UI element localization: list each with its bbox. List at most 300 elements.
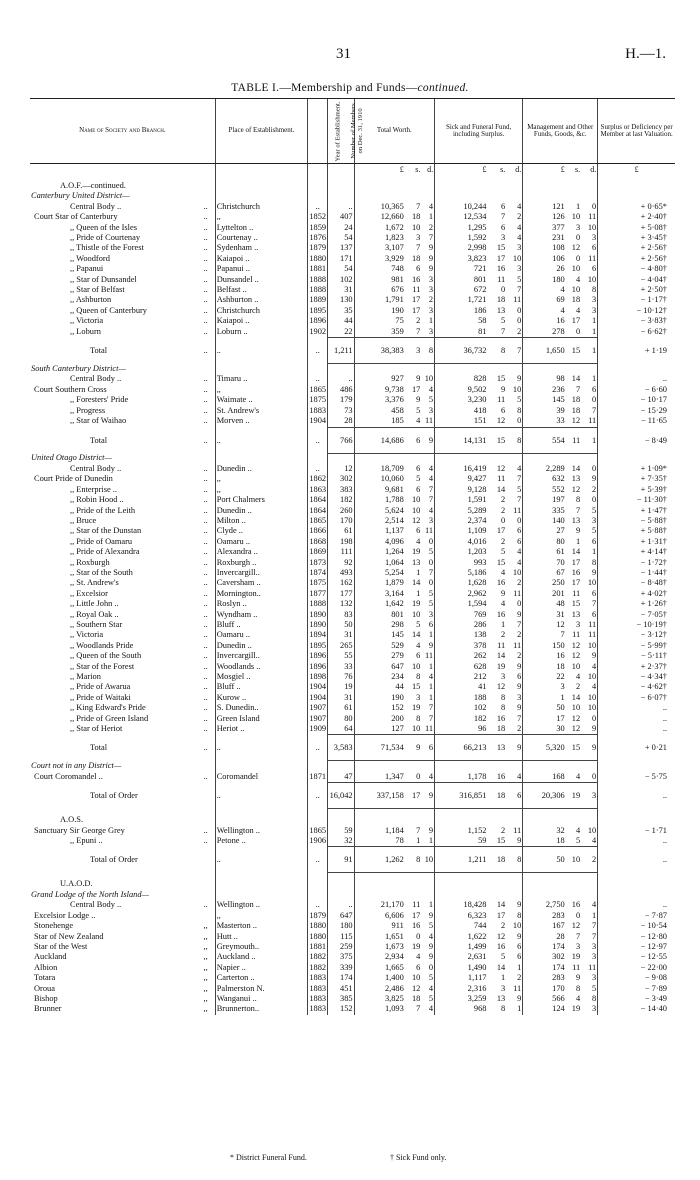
surplus-per-member: ..: [598, 724, 675, 735]
branch-name: Central Body .. ..: [70, 374, 208, 384]
mgmt-fund-pence: 3: [592, 941, 597, 951]
total-worth-shillings: 11: [412, 285, 421, 295]
total-worth-shillings: 6: [416, 651, 421, 661]
branch-row: [30, 233, 675, 243]
district-heading-row: [30, 364, 675, 375]
total-worth-pounds: 337,158: [354, 783, 405, 809]
branch-members: 22: [328, 327, 354, 338]
surplus-per-member: + 0·21: [598, 735, 675, 761]
sick-fund-pence: 8: [506, 427, 523, 453]
branch-row: [30, 703, 675, 713]
branch-members: 80: [328, 714, 354, 724]
sick-fund-pounds: 2,631: [435, 952, 488, 962]
mgmt-fund-shillings: 4: [575, 993, 581, 1003]
surplus-per-member: + 3·45†: [598, 233, 675, 243]
total-worth-pence: 0: [428, 578, 434, 588]
mgmt-fund-shillings: 0: [575, 326, 581, 336]
total-worth-shillings: 4: [416, 416, 421, 426]
total-worth-pounds: 1,262: [354, 847, 405, 873]
branch-name: ,, Enterprise .. ..: [70, 484, 208, 494]
sick-fund-shillings: 15: [496, 374, 506, 384]
sick-fund-pence: 10: [512, 384, 522, 394]
branch-row: [30, 485, 675, 495]
total-worth-shillings: 17: [405, 783, 422, 809]
sick-fund-pence: 6: [517, 672, 522, 682]
mgmt-fund-pence: 6: [592, 588, 597, 598]
sick-fund-pounds: 968: [435, 1004, 488, 1014]
total-worth-pence: 9: [428, 243, 434, 253]
mgmt-fund-shillings: 15: [566, 338, 581, 364]
total-worth-pounds: 1,673: [354, 942, 405, 952]
branch-place: Carterton ..: [215, 973, 308, 983]
surplus-per-member: − 5·75: [598, 772, 675, 783]
sick-fund-pounds: 1,594: [435, 599, 488, 609]
sick-fund-pounds: 286: [435, 620, 488, 630]
sick-fund-pence: 11: [513, 588, 522, 598]
total-worth-pounds: 1,137: [354, 526, 405, 536]
total-worth-shillings: 12: [411, 515, 421, 525]
total-worth-pounds: 75: [354, 316, 405, 326]
branch-members: 55: [328, 651, 354, 661]
branch-place: Waimate ..: [215, 395, 308, 405]
mgmt-fund-pounds: 566: [523, 994, 566, 1004]
branch-name: ,, Star of the South ..: [70, 567, 208, 577]
sick-fund-pounds: 10,244: [435, 202, 488, 212]
total-worth-pence: 9: [428, 253, 434, 263]
branch-place: Dunedin ..: [215, 506, 308, 516]
sick-fund-pence: 8: [506, 847, 523, 873]
sick-fund-pounds: 1,109: [435, 526, 488, 536]
mgmt-fund-pence: 10: [587, 640, 597, 650]
sick-fund-pence: 5: [517, 274, 522, 284]
surplus-per-member: + 0·65*: [598, 202, 675, 212]
total-worth-pounds: 981: [354, 275, 405, 285]
mgmt-fund-pence: 7: [592, 599, 597, 609]
branch-members: 64: [328, 724, 354, 735]
branch-place: Papanui ..: [215, 264, 308, 274]
branch-row: [30, 693, 675, 703]
col-header-year: Year of Establishment.: [308, 99, 328, 164]
mgmt-fund-pounds: 70: [523, 558, 566, 568]
surplus-per-member: − 9·08: [598, 973, 675, 983]
sick-fund-pounds: 5,289: [435, 506, 488, 516]
total-worth-pounds: 1,064: [354, 558, 405, 568]
sick-fund-pounds: 1,592: [435, 233, 488, 243]
surplus-per-member: − 6·07†: [598, 693, 675, 703]
mgmt-fund-pounds: 80: [523, 537, 566, 547]
branch-members: ..: [328, 900, 354, 910]
total-worth-shillings: 11: [412, 900, 421, 910]
total-worth-pence: 0: [428, 962, 434, 972]
mgmt-fund-pounds: 552: [523, 485, 566, 495]
branch-row: [30, 474, 675, 484]
mgmt-fund-pounds: 12: [523, 620, 566, 630]
mgmt-fund-shillings: 19: [571, 952, 581, 962]
branch-row: [30, 558, 675, 568]
branch-place: Brunnerton..: [215, 1004, 308, 1014]
sick-fund-pounds: 16,419: [435, 464, 488, 474]
total-worth-pence: 7: [428, 703, 434, 713]
total-worth-pence: 1: [428, 692, 434, 702]
district-name: United Otago District—: [31, 453, 112, 463]
sick-fund-shillings: 1: [501, 973, 506, 983]
branch-members: 1,211: [328, 338, 354, 364]
total-worth-pence: 3: [428, 274, 434, 284]
branch-place: Woodlands ..: [215, 662, 308, 672]
sick-fund-pounds: 1,499: [435, 942, 488, 952]
total-worth-shillings: 1: [416, 567, 421, 577]
total-worth-pounds: 529: [354, 641, 405, 651]
surplus-per-member: − 6·62†: [598, 327, 675, 338]
total-worth-pounds: 3,376: [354, 395, 405, 405]
branch-members: 180: [328, 921, 354, 931]
sick-fund-pounds: 58: [435, 316, 488, 326]
sick-fund-pounds: 1,152: [435, 826, 488, 836]
sick-fund-pence: 1: [517, 962, 522, 972]
surplus-per-member: − 12·55: [598, 952, 675, 962]
mgmt-fund-shillings: 0: [575, 253, 581, 263]
mgmt-fund-pence: 11: [588, 630, 597, 640]
total-worth-pence: 9: [428, 941, 434, 951]
surplus-per-member: + 4·02†: [598, 589, 675, 599]
sick-fund-pounds: 2,998: [435, 243, 488, 253]
sick-fund-pounds: 1,622: [435, 932, 488, 942]
sick-fund-pounds: 41: [435, 682, 488, 692]
mgmt-fund-pounds: 168: [523, 772, 566, 783]
branch-members: 54: [328, 233, 354, 243]
sick-fund-pence: 9: [517, 836, 522, 846]
sick-fund-shillings: 6: [501, 222, 506, 232]
col-header-sick-fund: Sick and Funeral Fund, including Surplus.: [435, 99, 523, 164]
mgmt-fund-pounds: 377: [523, 223, 566, 233]
branch-members: 3,583: [328, 735, 354, 761]
mgmt-fund-shillings: 5: [575, 836, 581, 846]
district-heading-row: [30, 761, 675, 772]
sick-fund-pounds: 1,628: [435, 578, 488, 588]
branch-year: 1902: [309, 326, 327, 336]
branch-year: 1869: [309, 547, 327, 557]
branch-year: 1880: [309, 253, 327, 263]
total-worth-pounds: 38,383: [354, 338, 405, 364]
branch-name: Albion ,,: [34, 962, 208, 972]
total-worth-pounds: 676: [354, 285, 405, 295]
mgmt-fund-shillings: 10: [571, 212, 581, 222]
branch-row: [30, 578, 675, 588]
branch-members: 152: [328, 1004, 354, 1014]
branch-name: Total of Order: [90, 791, 138, 801]
total-worth-pounds: 3,825: [354, 994, 405, 1004]
surplus-per-member: ..: [598, 836, 675, 847]
mgmt-fund-pounds: 201: [523, 589, 566, 599]
branch-members: 339: [328, 963, 354, 973]
branch-row: [30, 963, 675, 973]
sick-fund-pence: 7: [517, 713, 522, 723]
branch-members: 259: [328, 942, 354, 952]
branch-members: 493: [328, 568, 354, 578]
branch-name: ,, Ashburton ..: [70, 295, 208, 305]
total-worth-pence: 4: [428, 474, 434, 484]
branch-place: Courtenay ..: [215, 233, 308, 243]
branch-year: 1880: [309, 931, 327, 941]
mgmt-fund-shillings: 14: [571, 547, 581, 557]
mgmt-fund-shillings: 10: [571, 703, 581, 713]
branch-name: Central Body .. ..: [70, 463, 208, 473]
total-worth-shillings: 4: [416, 536, 421, 546]
mgmt-fund-pounds: 108: [523, 243, 566, 253]
branch-place: Wyndham ..: [215, 610, 308, 620]
mgmt-fund-pence: 6: [592, 536, 597, 546]
sick-fund-pence: 9: [517, 682, 522, 692]
total-worth-shillings: 18: [411, 993, 421, 1003]
total-worth-pence: 1: [428, 900, 434, 910]
total-worth-pounds: 1,264: [354, 547, 405, 557]
branch-row: [30, 495, 675, 505]
branch-row: [30, 526, 675, 536]
surplus-per-member: + 2·56†: [598, 243, 675, 253]
branch-members: 47: [328, 772, 354, 783]
branch-members: 383: [328, 485, 354, 495]
branch-year: 1888: [309, 285, 327, 295]
branch-members: 28: [328, 416, 354, 427]
mgmt-fund-pence: 4: [592, 836, 597, 846]
sick-fund-pounds: 138: [435, 630, 488, 640]
total-worth-shillings: 7: [416, 825, 421, 835]
branch-year: 1895: [309, 305, 327, 315]
total-worth-pence: 5: [428, 599, 434, 609]
mgmt-fund-shillings: 19: [571, 1004, 581, 1014]
branch-year: 1880: [309, 921, 327, 931]
surplus-per-member: − 14·40: [598, 1004, 675, 1014]
sick-fund-shillings: 8: [501, 1004, 506, 1014]
sick-fund-pounds: 316,851: [435, 783, 488, 809]
total-worth-pounds: 10,365: [354, 202, 405, 212]
branch-place: Palmerston N.: [215, 984, 308, 994]
surplus-per-member: − 8·48†: [598, 578, 675, 588]
branch-row: [30, 385, 675, 395]
mgmt-fund-pounds: 3: [523, 682, 566, 692]
sick-fund-shillings: 6: [501, 405, 506, 415]
branch-year: ..: [308, 464, 328, 474]
mgmt-fund-pounds: 50: [523, 703, 566, 713]
branch-members: 61: [328, 703, 354, 713]
sick-fund-pounds: 96: [435, 724, 488, 735]
surplus-per-member: − 15·29: [598, 406, 675, 416]
surplus-per-member: − 1·72†: [598, 558, 675, 568]
total-worth-shillings: 9: [416, 395, 421, 405]
mgmt-fund-shillings: 17: [571, 578, 581, 588]
total-worth-shillings: 10: [411, 222, 421, 232]
branch-year: 1906: [309, 836, 327, 846]
sick-fund-pounds: 672: [435, 285, 488, 295]
surplus-per-member: − 7·05†: [598, 610, 675, 620]
branch-row: [30, 641, 675, 651]
branch-place: Christchurch: [215, 202, 308, 212]
branch-row: [30, 599, 675, 609]
sick-fund-shillings: 0: [501, 285, 506, 295]
total-worth-pounds: 71,534: [354, 735, 405, 761]
sick-fund-shillings: 2: [501, 630, 506, 640]
sick-fund-shillings: 2: [501, 495, 506, 505]
sick-fund-pounds: 6,323: [435, 911, 488, 921]
sick-fund-pounds: 721: [435, 264, 488, 274]
branch-name: ,, Loburn ..: [70, 326, 208, 336]
surplus-per-member: + 1·26†: [598, 599, 675, 609]
sick-fund-pence: 7: [517, 620, 522, 629]
total-worth-pence: 7: [428, 233, 434, 243]
surplus-per-member: − 1·71: [598, 826, 675, 836]
sick-fund-pounds: 81: [435, 327, 488, 338]
sick-fund-shillings: 2: [501, 921, 506, 931]
sick-fund-shillings: 17: [496, 526, 506, 536]
sick-fund-pence: 4: [517, 201, 522, 211]
branch-place: Dunedin ..: [215, 464, 308, 474]
branch-members: 132: [328, 599, 354, 609]
total-worth-pounds: 1,665: [354, 963, 405, 973]
surplus-per-member: − 11·30†: [598, 495, 675, 505]
mgmt-fund-shillings: 0: [575, 233, 581, 243]
branch-year: 1877: [309, 588, 327, 598]
sick-fund-shillings: 18: [496, 724, 506, 734]
sick-fund-shillings: 11: [497, 640, 506, 650]
mgmt-fund-pence: 1: [592, 547, 597, 557]
total-worth-pounds: 3,107: [354, 243, 405, 253]
sick-fund-pounds: 2,316: [435, 984, 488, 994]
mgmt-fund-pounds: 20,306: [523, 783, 566, 809]
branch-place: St. Andrew's: [215, 406, 308, 416]
total-worth-pence: 1: [428, 212, 434, 222]
sick-fund-pounds: 4,016: [435, 537, 488, 547]
mgmt-fund-shillings: 10: [571, 661, 581, 671]
sick-fund-shillings: 19: [496, 661, 506, 671]
mgmt-fund-pence: 9: [592, 724, 597, 734]
branch-members: 171: [328, 254, 354, 264]
sick-fund-pounds: 1,721: [435, 295, 488, 305]
sick-fund-pounds: 151: [435, 416, 488, 427]
branch-place: Roslyn ..: [215, 599, 308, 609]
branch-year: ..: [308, 900, 328, 910]
sick-fund-pence: 1: [517, 1004, 522, 1014]
mgmt-fund-shillings: 11: [572, 588, 581, 598]
total-worth-pounds: 748: [354, 264, 405, 274]
branch-members: 265: [328, 641, 354, 651]
sick-fund-pounds: 212: [435, 672, 488, 682]
branch-place: Mosgiel ..: [215, 672, 308, 682]
total-worth-shillings: 16: [411, 274, 421, 284]
mgmt-fund-pence: 5: [592, 505, 597, 515]
branch-year: 1894: [309, 630, 327, 640]
branch-name: ,, Star of Belfast ..: [70, 285, 208, 295]
branch-row: [30, 714, 675, 724]
mgmt-fund-shillings: 12: [571, 484, 581, 494]
sick-fund-pence: 5: [517, 395, 522, 405]
mgmt-fund-pence: 3: [592, 233, 597, 243]
total-worth-shillings: 1: [416, 588, 421, 598]
branch-members: 451: [328, 984, 354, 994]
total-worth-shillings: 18: [411, 253, 421, 263]
total-row: [30, 735, 675, 761]
sick-fund-pence: 4: [517, 557, 522, 567]
mgmt-fund-pounds: 1: [523, 693, 566, 703]
branch-name: ,, Southern Star ..: [70, 620, 208, 629]
branch-year: ..: [308, 847, 328, 873]
total-worth-shillings: 8: [416, 713, 421, 723]
branch-row: [30, 932, 675, 942]
branch-members: 115: [328, 932, 354, 942]
branch-row: [30, 911, 675, 921]
surplus-per-member: − 5·99†: [598, 641, 675, 651]
branch-members: 54: [328, 264, 354, 274]
total-worth-pence: 10: [421, 847, 434, 873]
branch-row: [30, 547, 675, 557]
branch-year: ..: [308, 427, 328, 453]
branch-name: ,, St. Andrew's ..: [70, 578, 208, 588]
branch-year: 1890: [309, 620, 327, 629]
branch-place: Hutt ..: [215, 932, 308, 942]
mgmt-fund-shillings: 14: [571, 463, 581, 473]
mgmt-fund-pounds: 2,289: [523, 464, 566, 474]
branch-members: 50: [328, 620, 354, 630]
total-worth-pounds: 21,170: [354, 900, 405, 910]
order-name: A.O.F.—continued.: [60, 181, 126, 190]
branch-row: [30, 202, 675, 212]
branch-members: 198: [328, 537, 354, 547]
mgmt-fund-shillings: 16: [571, 567, 581, 577]
total-worth-pounds: 911: [354, 921, 405, 931]
branch-name: Total ..: [90, 346, 208, 356]
branch-name: ,, Roxburgh ..: [70, 557, 208, 567]
total-worth-pounds: 1,347: [354, 772, 405, 783]
sick-fund-shillings: 3: [501, 983, 506, 993]
surplus-per-member: ..: [598, 703, 675, 713]
branch-members: 182: [328, 495, 354, 505]
mgmt-fund-pence: 11: [588, 253, 597, 263]
branch-name: ,, Royal Oak .. ..: [70, 609, 208, 619]
mgmt-fund-pence: 8: [592, 993, 597, 1003]
branch-year: 1864: [309, 495, 327, 505]
branch-place: ..: [215, 735, 308, 761]
branch-row: [30, 416, 675, 427]
sick-fund-shillings: 17: [496, 253, 506, 263]
mgmt-fund-pence: 3: [592, 1004, 597, 1014]
total-worth-pence: 11: [424, 416, 434, 426]
branch-name: ,, Little John .. ..: [70, 599, 208, 609]
branch-row: [30, 395, 675, 405]
branch-place: Kurow ..: [215, 693, 308, 703]
sick-fund-shillings: 16: [496, 771, 506, 781]
branch-row: [30, 620, 675, 630]
surplus-per-member: − 7·87: [598, 911, 675, 921]
sick-fund-pence: 9: [517, 609, 522, 619]
branch-year: 1904: [309, 692, 327, 702]
sick-fund-pounds: 9,128: [435, 485, 488, 495]
mgmt-fund-pence: 1: [592, 374, 597, 384]
total-worth-pence: 9: [421, 783, 434, 809]
total-worth-shillings: 5: [416, 405, 421, 415]
sick-fund-pence: 8: [517, 405, 522, 415]
total-worth-pounds: 10,060: [354, 474, 405, 484]
mgmt-fund-shillings: 8: [575, 983, 581, 993]
sick-fund-pounds: 628: [435, 662, 488, 672]
mgmt-fund-shillings: 12: [571, 416, 581, 426]
mgmt-fund-shillings: 11: [572, 630, 581, 640]
mgmt-fund-pounds: 167: [523, 921, 566, 931]
branch-year: 1883: [309, 993, 327, 1003]
total-worth-pounds: 1,093: [354, 1004, 405, 1014]
mgmt-fund-pence: 3: [592, 295, 597, 305]
sick-fund-shillings: 5: [501, 316, 506, 326]
sick-fund-shillings: 4: [501, 599, 506, 609]
surplus-per-member: − 10·12†: [598, 306, 675, 316]
